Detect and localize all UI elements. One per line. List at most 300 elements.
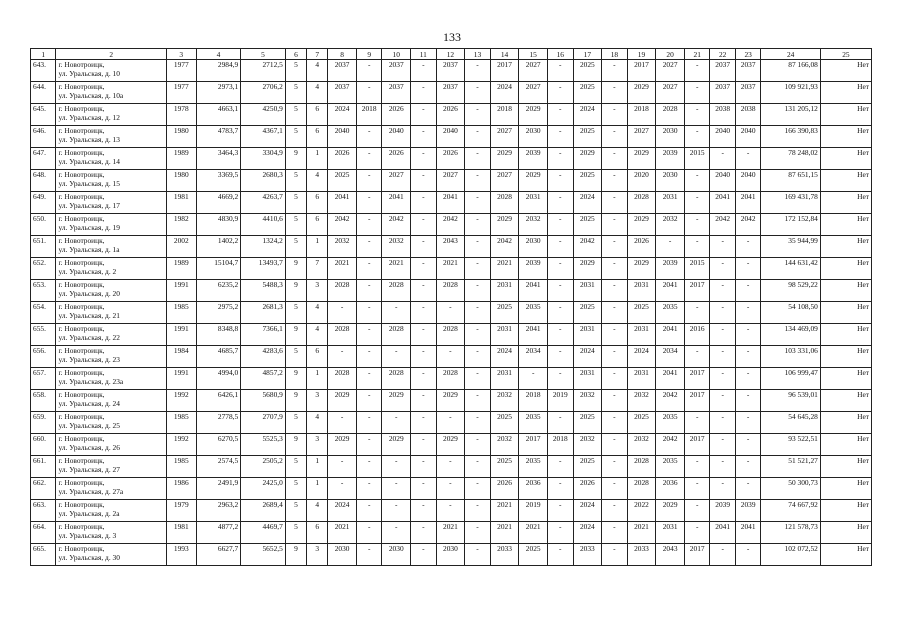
cell-col-18: - <box>602 170 627 192</box>
cell-col-20: 2042 <box>656 434 685 456</box>
data-table <box>30 48 872 566</box>
cell-col-21: - <box>684 346 709 368</box>
cell-col-10: 2029 <box>382 390 411 412</box>
cell-col-12: 2029 <box>436 390 465 412</box>
cell-col-23: - <box>735 280 760 302</box>
cell-col-7: 4 <box>307 500 328 522</box>
address-cell <box>56 544 166 566</box>
cell-col-8: 2040 <box>328 126 357 148</box>
cell-col-20: 2030 <box>656 126 685 148</box>
cell-col-6: 5 <box>285 60 306 82</box>
cell-col-13: - <box>465 60 490 82</box>
cell-col-3: 1991 <box>166 368 196 390</box>
cell-col-19: 2032 <box>627 390 656 412</box>
cell-col-15: 2030 <box>519 236 548 258</box>
header-cell: 2 <box>56 49 166 60</box>
cell-col-17: 2042 <box>573 236 602 258</box>
cell-col-4: 6270,5 <box>196 434 241 456</box>
cell-col-6: 5 <box>285 500 306 522</box>
cell-col-17: 2024 <box>573 346 602 368</box>
cell-col-12: - <box>436 456 465 478</box>
cell-col-9: - <box>356 390 381 412</box>
cell-col-11: - <box>411 390 436 412</box>
cell-col-9: - <box>356 214 381 236</box>
cell-col-9: - <box>356 456 381 478</box>
cell-col-7: 3 <box>307 390 328 412</box>
cell-col-13: - <box>465 258 490 280</box>
cell-col-22: - <box>710 456 735 478</box>
cell-col-24: 106 999,47 <box>761 368 820 390</box>
cell-col-18: - <box>602 390 627 412</box>
cell-col-11: - <box>411 82 436 104</box>
cell-col-19: 2024 <box>627 346 656 368</box>
table-row <box>31 346 872 368</box>
table-row <box>31 412 872 434</box>
row-number: 660. <box>31 434 56 456</box>
cell-col-21: - <box>684 522 709 544</box>
cell-col-6: 5 <box>285 192 306 214</box>
cell-col-9: - <box>356 236 381 258</box>
table-row <box>31 434 872 456</box>
table-row <box>31 324 872 346</box>
cell-col-21: - <box>684 60 709 82</box>
cell-col-24: 35 944,99 <box>761 236 820 258</box>
cell-col-7: 4 <box>307 324 328 346</box>
cell-col-18: - <box>602 82 627 104</box>
cell-col-23: 2039 <box>735 500 760 522</box>
cell-col-25: Нет <box>820 192 871 214</box>
cell-col-21: - <box>684 170 709 192</box>
cell-col-13: - <box>465 104 490 126</box>
cell-col-9: - <box>356 324 381 346</box>
address-city: г. Новотроицк, <box>58 236 105 245</box>
cell-col-23: 2037 <box>735 60 760 82</box>
cell-col-6: 5 <box>285 170 306 192</box>
cell-col-25: Нет <box>820 390 871 412</box>
cell-col-19: 2032 <box>627 434 656 456</box>
cell-col-23: 2040 <box>735 126 760 148</box>
cell-col-10: 2040 <box>382 126 411 148</box>
cell-col-5: 3304,9 <box>241 148 286 170</box>
cell-col-10: 2029 <box>382 434 411 456</box>
cell-col-20: 2027 <box>656 82 685 104</box>
cell-col-18: - <box>602 60 627 82</box>
cell-col-23: - <box>735 368 760 390</box>
cell-col-7: 4 <box>307 82 328 104</box>
address-cell <box>56 214 166 236</box>
cell-col-25: Нет <box>820 324 871 346</box>
cell-col-21: 2015 <box>684 148 709 170</box>
cell-col-14: 2027 <box>490 170 519 192</box>
cell-col-20: 2031 <box>656 192 685 214</box>
address-street: ул. Уральская, д. 27а <box>58 487 124 496</box>
cell-col-19: 2028 <box>627 456 656 478</box>
cell-col-16: - <box>548 324 573 346</box>
header-cell: 21 <box>684 49 709 60</box>
cell-col-21: - <box>684 456 709 478</box>
cell-col-23: 2041 <box>735 192 760 214</box>
address-city: г. Новотроицк, <box>58 280 105 289</box>
cell-col-6: 5 <box>285 346 306 368</box>
cell-col-11: - <box>411 544 436 566</box>
cell-col-11: - <box>411 60 436 82</box>
cell-col-3: 1992 <box>166 434 196 456</box>
address-city: г. Новотроицк, <box>58 104 105 113</box>
cell-col-22: 2038 <box>710 104 735 126</box>
cell-col-16: - <box>548 214 573 236</box>
cell-col-24: 109 921,93 <box>761 82 820 104</box>
header-cell: 5 <box>241 49 286 60</box>
cell-col-20: 2043 <box>656 544 685 566</box>
cell-col-25: Нет <box>820 170 871 192</box>
address-city: г. Новотроицк, <box>58 148 105 157</box>
cell-col-20: 2035 <box>656 456 685 478</box>
cell-col-4: 4877,2 <box>196 522 241 544</box>
cell-col-12: - <box>436 412 465 434</box>
cell-col-21: 2016 <box>684 324 709 346</box>
cell-col-8: 2042 <box>328 214 357 236</box>
cell-col-11: - <box>411 434 436 456</box>
cell-col-17: 2025 <box>573 82 602 104</box>
cell-col-22: 2041 <box>710 522 735 544</box>
cell-col-18: - <box>602 258 627 280</box>
cell-col-19: 2029 <box>627 148 656 170</box>
cell-col-14: 2024 <box>490 82 519 104</box>
cell-col-23: 2037 <box>735 82 760 104</box>
cell-col-14: 2028 <box>490 192 519 214</box>
cell-col-19: 2022 <box>627 500 656 522</box>
cell-col-17: 2025 <box>573 126 602 148</box>
cell-col-11: - <box>411 522 436 544</box>
header-cell: 9 <box>356 49 381 60</box>
cell-col-10: 2028 <box>382 368 411 390</box>
cell-col-10: - <box>382 500 411 522</box>
cell-col-20: 2039 <box>656 148 685 170</box>
cell-col-19: 2033 <box>627 544 656 566</box>
cell-col-15: 2017 <box>519 434 548 456</box>
cell-col-11: - <box>411 258 436 280</box>
address-city: г. Новотроицк, <box>58 522 105 531</box>
cell-col-14: 2024 <box>490 346 519 368</box>
cell-col-17: 2024 <box>573 192 602 214</box>
cell-col-22: - <box>710 346 735 368</box>
cell-col-7: 1 <box>307 368 328 390</box>
cell-col-12: - <box>436 478 465 500</box>
cell-col-21: - <box>684 104 709 126</box>
table-row <box>31 368 872 390</box>
cell-col-8: 2032 <box>328 236 357 258</box>
cell-col-18: - <box>602 192 627 214</box>
cell-col-22: - <box>710 258 735 280</box>
address-cell <box>56 456 166 478</box>
cell-col-11: - <box>411 104 436 126</box>
cell-col-8: 2021 <box>328 522 357 544</box>
cell-col-5: 2712,5 <box>241 60 286 82</box>
cell-col-9: - <box>356 434 381 456</box>
address-street: ул. Уральская, д. 26 <box>58 443 120 452</box>
cell-col-21: 2017 <box>684 280 709 302</box>
cell-col-6: 5 <box>285 522 306 544</box>
cell-col-6: 5 <box>285 236 306 258</box>
cell-col-22: 2039 <box>710 500 735 522</box>
cell-col-3: 1989 <box>166 258 196 280</box>
cell-col-5: 4857,2 <box>241 368 286 390</box>
cell-col-9: - <box>356 82 381 104</box>
cell-col-4: 6627,7 <box>196 544 241 566</box>
row-number: 643. <box>31 60 56 82</box>
table-body <box>31 60 872 566</box>
header-cell: 16 <box>548 49 573 60</box>
cell-col-12: 2027 <box>436 170 465 192</box>
table-row <box>31 236 872 258</box>
address-street: ул. Уральская, д. 13 <box>58 135 120 144</box>
cell-col-24: 166 390,83 <box>761 126 820 148</box>
cell-col-25: Нет <box>820 214 871 236</box>
cell-col-16: - <box>548 346 573 368</box>
cell-col-14: 2042 <box>490 236 519 258</box>
address-city: г. Новотроицк, <box>58 500 105 509</box>
cell-col-10: - <box>382 456 411 478</box>
address-street: ул. Уральская, д. 12 <box>58 113 120 122</box>
cell-col-5: 2680,3 <box>241 170 286 192</box>
address-city: г. Новотроицк, <box>58 82 105 91</box>
cell-col-10: - <box>382 522 411 544</box>
cell-col-25: Нет <box>820 478 871 500</box>
cell-col-23: 2038 <box>735 104 760 126</box>
header-cell: 17 <box>573 49 602 60</box>
cell-col-19: 2020 <box>627 170 656 192</box>
cell-col-10: 2026 <box>382 104 411 126</box>
address-cell <box>56 368 166 390</box>
address-street: ул. Уральская, д. 30 <box>58 553 120 562</box>
cell-col-18: - <box>602 544 627 566</box>
cell-col-10: 2041 <box>382 192 411 214</box>
cell-col-17: 2032 <box>573 434 602 456</box>
cell-col-11: - <box>411 236 436 258</box>
cell-col-21: - <box>684 214 709 236</box>
header-cell: 19 <box>627 49 656 60</box>
cell-col-6: 9 <box>285 148 306 170</box>
cell-col-4: 2963,2 <box>196 500 241 522</box>
cell-col-22: - <box>710 478 735 500</box>
cell-col-4: 3369,5 <box>196 170 241 192</box>
cell-col-5: 4250,9 <box>241 104 286 126</box>
row-number: 646. <box>31 126 56 148</box>
cell-col-18: - <box>602 412 627 434</box>
address-cell <box>56 478 166 500</box>
cell-col-11: - <box>411 368 436 390</box>
cell-col-14: 2031 <box>490 324 519 346</box>
address-city: г. Новотроицк, <box>58 478 105 487</box>
cell-col-19: 2018 <box>627 104 656 126</box>
address-street: ул. Уральская, д. 23 <box>58 355 120 364</box>
cell-col-21: 2017 <box>684 434 709 456</box>
cell-col-19: 2027 <box>627 126 656 148</box>
cell-col-23: 2040 <box>735 170 760 192</box>
cell-col-23: - <box>735 324 760 346</box>
header-cell: 11 <box>411 49 436 60</box>
cell-col-13: - <box>465 280 490 302</box>
cell-col-4: 2574,5 <box>196 456 241 478</box>
cell-col-3: 1980 <box>166 126 196 148</box>
cell-col-18: - <box>602 478 627 500</box>
cell-col-6: 9 <box>285 280 306 302</box>
row-number: 652. <box>31 258 56 280</box>
cell-col-20: 2041 <box>656 324 685 346</box>
cell-col-11: - <box>411 280 436 302</box>
cell-col-16: - <box>548 236 573 258</box>
cell-col-3: 1980 <box>166 170 196 192</box>
cell-col-23: - <box>735 236 760 258</box>
cell-col-12: 2026 <box>436 104 465 126</box>
cell-col-5: 2425,0 <box>241 478 286 500</box>
cell-col-20: 2035 <box>656 412 685 434</box>
cell-col-23: - <box>735 456 760 478</box>
row-number: 645. <box>31 104 56 126</box>
cell-col-7: 1 <box>307 456 328 478</box>
cell-col-14: 2021 <box>490 500 519 522</box>
cell-col-15: 2029 <box>519 170 548 192</box>
cell-col-8: 2025 <box>328 170 357 192</box>
cell-col-19: 2025 <box>627 412 656 434</box>
cell-col-20: 2032 <box>656 214 685 236</box>
cell-col-12: 2037 <box>436 82 465 104</box>
cell-col-5: 2689,4 <box>241 500 286 522</box>
cell-col-5: 4469,7 <box>241 522 286 544</box>
cell-col-23: - <box>735 390 760 412</box>
header-cell: 23 <box>735 49 760 60</box>
header-cell: 7 <box>307 49 328 60</box>
cell-col-12: 2028 <box>436 280 465 302</box>
header-row <box>31 49 872 60</box>
cell-col-4: 4685,7 <box>196 346 241 368</box>
cell-col-9: - <box>356 192 381 214</box>
cell-col-13: - <box>465 500 490 522</box>
cell-col-24: 134 469,09 <box>761 324 820 346</box>
cell-col-15: 2041 <box>519 324 548 346</box>
cell-col-25: Нет <box>820 456 871 478</box>
address-cell <box>56 390 166 412</box>
cell-col-25: Нет <box>820 412 871 434</box>
cell-col-9: - <box>356 500 381 522</box>
cell-col-16: - <box>548 192 573 214</box>
cell-col-5: 4263,7 <box>241 192 286 214</box>
cell-col-18: - <box>602 522 627 544</box>
cell-col-20: 2029 <box>656 500 685 522</box>
cell-col-24: 74 667,92 <box>761 500 820 522</box>
cell-col-18: - <box>602 346 627 368</box>
cell-col-14: 2029 <box>490 214 519 236</box>
address-cell <box>56 500 166 522</box>
address-cell <box>56 148 166 170</box>
cell-col-7: 6 <box>307 214 328 236</box>
cell-col-7: 4 <box>307 302 328 324</box>
cell-col-3: 1985 <box>166 302 196 324</box>
cell-col-13: - <box>465 214 490 236</box>
cell-col-16: 2019 <box>548 390 573 412</box>
row-number: 656. <box>31 346 56 368</box>
address-city: г. Новотроицк, <box>58 126 105 135</box>
row-number: 664. <box>31 522 56 544</box>
cell-col-15: 2025 <box>519 544 548 566</box>
cell-col-3: 1977 <box>166 82 196 104</box>
address-street: ул. Уральская, д. 2 <box>58 267 117 276</box>
cell-col-3: 1978 <box>166 104 196 126</box>
cell-col-14: 2025 <box>490 412 519 434</box>
cell-col-8: - <box>328 478 357 500</box>
cell-col-16: - <box>548 456 573 478</box>
cell-col-23: - <box>735 148 760 170</box>
row-number: 663. <box>31 500 56 522</box>
cell-col-12: 2037 <box>436 60 465 82</box>
cell-col-22: 2040 <box>710 126 735 148</box>
cell-col-7: 6 <box>307 192 328 214</box>
cell-col-17: 2031 <box>573 368 602 390</box>
cell-col-4: 2975,2 <box>196 302 241 324</box>
cell-col-25: Нет <box>820 82 871 104</box>
cell-col-4: 6235,2 <box>196 280 241 302</box>
cell-col-19: 2031 <box>627 280 656 302</box>
cell-col-8: - <box>328 456 357 478</box>
cell-col-13: - <box>465 522 490 544</box>
cell-col-13: - <box>465 236 490 258</box>
cell-col-20: 2028 <box>656 104 685 126</box>
cell-col-8: 2030 <box>328 544 357 566</box>
cell-col-15: 2019 <box>519 500 548 522</box>
cell-col-25: Нет <box>820 302 871 324</box>
cell-col-17: 2024 <box>573 500 602 522</box>
address-cell <box>56 280 166 302</box>
cell-col-3: 2002 <box>166 236 196 258</box>
cell-col-13: - <box>465 170 490 192</box>
cell-col-10: 2037 <box>382 82 411 104</box>
cell-col-9: - <box>356 126 381 148</box>
table-row <box>31 126 872 148</box>
cell-col-12: 2021 <box>436 522 465 544</box>
cell-col-6: 5 <box>285 456 306 478</box>
cell-col-12: - <box>436 500 465 522</box>
table-row <box>31 390 872 412</box>
row-number: 665. <box>31 544 56 566</box>
cell-col-8: 2021 <box>328 258 357 280</box>
cell-col-12: 2042 <box>436 214 465 236</box>
cell-col-5: 5680,9 <box>241 390 286 412</box>
cell-col-8: 2028 <box>328 324 357 346</box>
row-number: 649. <box>31 192 56 214</box>
row-number: 651. <box>31 236 56 258</box>
cell-col-6: 9 <box>285 368 306 390</box>
cell-col-24: 54 108,50 <box>761 302 820 324</box>
address-street: ул. Уральская, д. 27 <box>58 465 120 474</box>
cell-col-6: 9 <box>285 390 306 412</box>
cell-col-17: 2025 <box>573 60 602 82</box>
cell-col-8: 2037 <box>328 82 357 104</box>
cell-col-8: 2028 <box>328 280 357 302</box>
cell-col-9: - <box>356 368 381 390</box>
cell-col-13: - <box>465 126 490 148</box>
table-row <box>31 456 872 478</box>
cell-col-13: - <box>465 324 490 346</box>
cell-col-3: 1981 <box>166 192 196 214</box>
header-cell: 18 <box>602 49 627 60</box>
cell-col-7: 1 <box>307 236 328 258</box>
cell-col-4: 2984,9 <box>196 60 241 82</box>
cell-col-4: 3464,3 <box>196 148 241 170</box>
row-number: 662. <box>31 478 56 500</box>
cell-col-22: - <box>710 368 735 390</box>
cell-col-3: 1977 <box>166 60 196 82</box>
cell-col-25: Нет <box>820 280 871 302</box>
